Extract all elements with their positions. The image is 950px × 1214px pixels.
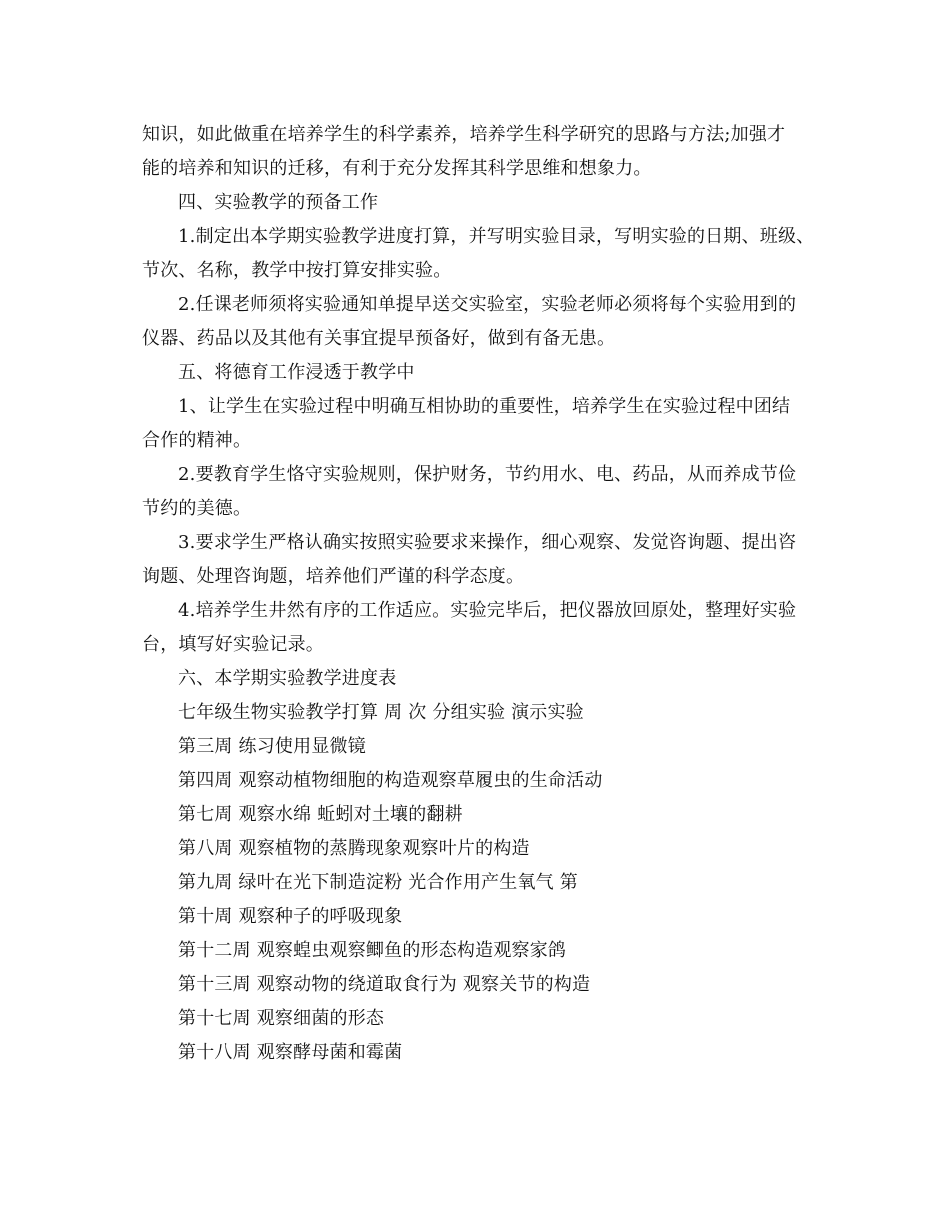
text-line-2: 能的培养和知识的迁移，有利于充分发挥其科学思维和想象力。 bbox=[142, 158, 652, 179]
schedule-row: 第十二周 观察蝗虫观察鲫鱼的形态构造观察家鸽 bbox=[178, 940, 567, 961]
text-line-10: 合作的精神。 bbox=[142, 430, 252, 451]
section-heading-preparation: 四、实验教学的预备工作 bbox=[178, 192, 379, 213]
text-line-14: 询题、处理咨询题，培养他们严谨的科学态度。 bbox=[142, 566, 525, 587]
text-line-15: 4.培养学生井然有序的工作适应。实验完毕后，把仪器放回原处，整理好实验 bbox=[178, 600, 797, 621]
schedule-row: 第九周 绿叶在光下制造淀粉 光合作用产生氧气 第 bbox=[178, 872, 578, 893]
section-heading-schedule: 六、本学期实验教学进度表 bbox=[178, 668, 397, 689]
text-line-11: 2.要教育学生恪守实验规则，保护财务，节约用水、电、药品，从而养成节俭 bbox=[178, 464, 797, 485]
schedule-row: 第四周 观察动植物细胞的构造观察草履虫的生命活动 bbox=[178, 770, 603, 791]
text-line-1: 知识，如此做重在培养学生的科学素养，培养学生科学研究的思路与方法;加强才 bbox=[142, 124, 786, 145]
document-body bbox=[142, 118, 822, 1070]
text-line-7: 仪器、药品以及其他有关事宜提早预备好，做到有备无患。 bbox=[142, 328, 616, 349]
text-line-4: 1.制定出本学期实验教学进度打算，并写明实验目录，写明实验的日期、班级、 bbox=[178, 226, 815, 247]
text-line-13: 3.要求学生严格认确实按照实验要求来操作，细心观察、发觉咨询题、提出咨 bbox=[178, 532, 797, 553]
section-heading-moral-education: 五、将德育工作浸透于教学中 bbox=[178, 362, 415, 383]
schedule-row: 第三周 练习使用显微镜 bbox=[178, 736, 366, 757]
schedule-row: 第十三周 观察动物的绕道取食行为 观察关节的构造 bbox=[178, 974, 591, 995]
text-line-9: 1、让学生在实验过程中明确互相协助的重要性，培养学生在实验过程中团结 bbox=[178, 396, 791, 417]
text-line-6: 2.任课老师须将实验通知单提早送交实验室，实验老师必须将每个实验用到的 bbox=[178, 294, 797, 315]
schedule-row: 第十八周 观察酵母菌和霉菌 bbox=[178, 1042, 403, 1063]
schedule-row: 第八周 观察植物的蒸腾现象观察叶片的构造 bbox=[178, 838, 530, 859]
schedule-row: 第十周 观察种子的呼吸现象 bbox=[178, 906, 403, 927]
text-line-12: 节约的美德。 bbox=[142, 498, 252, 519]
schedule-row: 第七周 观察水绵 蚯蚓对土壤的翻耕 bbox=[178, 804, 463, 825]
schedule-row: 第十七周 观察细菌的形态 bbox=[178, 1008, 385, 1029]
schedule-header: 七年级生物实验教学打算 周 次 分组实验 演示实验 bbox=[178, 702, 584, 723]
text-line-16: 台，填写好实验记录。 bbox=[142, 634, 324, 655]
text-line-5: 节次、名称，教学中按打算安排实验。 bbox=[142, 260, 452, 281]
